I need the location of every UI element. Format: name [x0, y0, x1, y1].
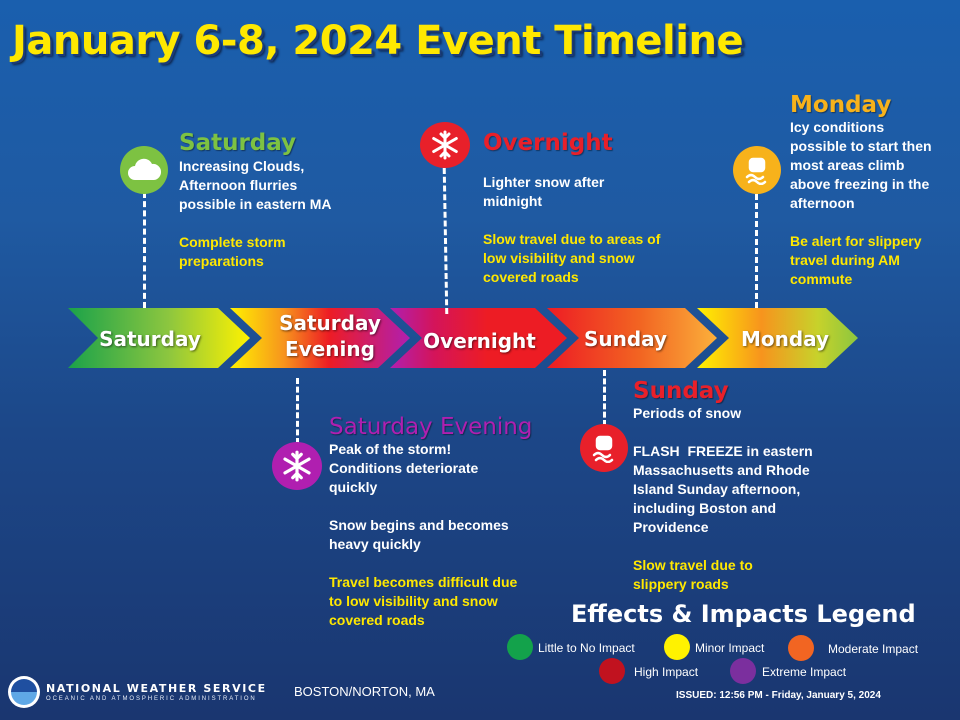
text-line: Icy conditions: [790, 119, 885, 135]
text-line: Peak of the storm!: [329, 441, 452, 457]
timeline-label-line: Evening: [285, 337, 375, 361]
connector-overnight: [443, 168, 449, 314]
action-line: Travel becomes difficult due: [329, 574, 518, 590]
text-line: Afternoon flurries: [179, 177, 298, 193]
connector-saturday-evening: [296, 378, 299, 444]
agency-subtitle: OCEANIC AND ATMOSPHERIC ADMINISTRATION: [46, 696, 257, 702]
text-line: Island Sunday afternoon,: [633, 481, 801, 497]
saturday-block: [179, 130, 379, 271]
legend-dot-extreme: [730, 658, 756, 684]
agency-name: NATIONAL WEATHER SERVICE: [46, 682, 267, 695]
action-line: Complete storm: [179, 234, 286, 250]
snowflake-icon: [420, 122, 470, 168]
action-line: Slow travel due to areas of: [483, 231, 661, 247]
legend-label: Minor Impact: [695, 641, 765, 655]
text-line: FLASH FREEZE in eastern: [633, 443, 813, 459]
timeline-label-overnight: Overnight: [423, 329, 536, 353]
text-line: most areas climb: [790, 157, 905, 173]
saturday-heading: Saturday: [179, 130, 297, 156]
overnight-heading: Overnight: [483, 130, 613, 156]
action-line: covered roads: [483, 269, 579, 285]
action-line: low visibility and snow: [483, 250, 635, 266]
connector-monday: [755, 194, 758, 308]
action-line: Slow travel due to: [633, 557, 753, 573]
timeline-label-line: Saturday: [279, 311, 381, 335]
timeline-label-saturday-evening: [260, 310, 400, 362]
text-line: possible to start then: [790, 138, 932, 154]
legend-dot-moderate: [788, 635, 814, 661]
sunday-heading: Sunday: [633, 378, 729, 404]
text-line: Lighter snow after: [483, 174, 605, 190]
legend-dot-little: [507, 634, 533, 660]
slippery-car-icon: [580, 424, 628, 472]
legend-label: High Impact: [634, 665, 699, 679]
text-line: including Boston and: [633, 500, 777, 516]
action-line: preparations: [179, 253, 264, 269]
legend-dot-high: [599, 658, 625, 684]
text-line: heavy quickly: [329, 536, 421, 552]
saturday-evening-block: [329, 414, 569, 630]
monday-heading: Monday: [790, 92, 892, 118]
legend-dot-minor: [664, 634, 690, 660]
action-line: slippery roads: [633, 576, 729, 592]
noaa-logo-icon: [8, 676, 40, 708]
action-line: covered roads: [329, 612, 425, 628]
legend-title: Effects & Impacts Legend: [571, 600, 916, 628]
text-line: Massachusetts and Rhode: [633, 462, 810, 478]
action-line: travel during AM: [790, 252, 900, 268]
saturday-evening-heading: Saturday Evening: [329, 414, 533, 440]
overnight-block: [483, 130, 703, 287]
timeline-label-sunday: Sunday: [583, 327, 668, 351]
timeline-label-monday: Monday: [740, 327, 830, 351]
page-title: January 6-8, 2024 Event Timeline: [12, 18, 744, 64]
issued-time: ISSUED: 12:56 PM - Friday, January 5, 2024: [676, 690, 881, 701]
legend-label: Extreme Impact: [762, 665, 847, 679]
action-line: Be alert for slippery: [790, 233, 922, 249]
connector-saturday: [143, 192, 146, 308]
cloud-icon: [120, 146, 168, 194]
legend-label: Moderate Impact: [828, 642, 919, 656]
text-line: afternoon: [790, 195, 855, 211]
text-line: above freezing in the: [790, 176, 930, 192]
office-name: BOSTON/NORTON, MA: [294, 684, 435, 699]
action-line: commute: [790, 271, 853, 287]
text-line: Periods of snow: [633, 405, 742, 421]
text-line: Providence: [633, 519, 709, 535]
connector-sunday: [603, 370, 606, 426]
snowflake-icon: [272, 442, 322, 490]
text-line: Increasing Clouds,: [179, 158, 305, 174]
slippery-car-icon: [733, 146, 781, 194]
legend-label: Little to No Impact: [538, 641, 635, 655]
text-line: Conditions deteriorate: [329, 460, 479, 476]
text-line: possible in eastern MA: [179, 196, 332, 212]
sunday-block: [633, 378, 853, 594]
text-line: Snow begins and becomes: [329, 517, 509, 533]
text-line: midnight: [483, 193, 543, 209]
monday-block: [790, 92, 958, 289]
action-line: to low visibility and snow: [329, 593, 498, 609]
text-line: quickly: [329, 479, 378, 495]
timeline-label-saturday: Saturday: [99, 327, 201, 351]
